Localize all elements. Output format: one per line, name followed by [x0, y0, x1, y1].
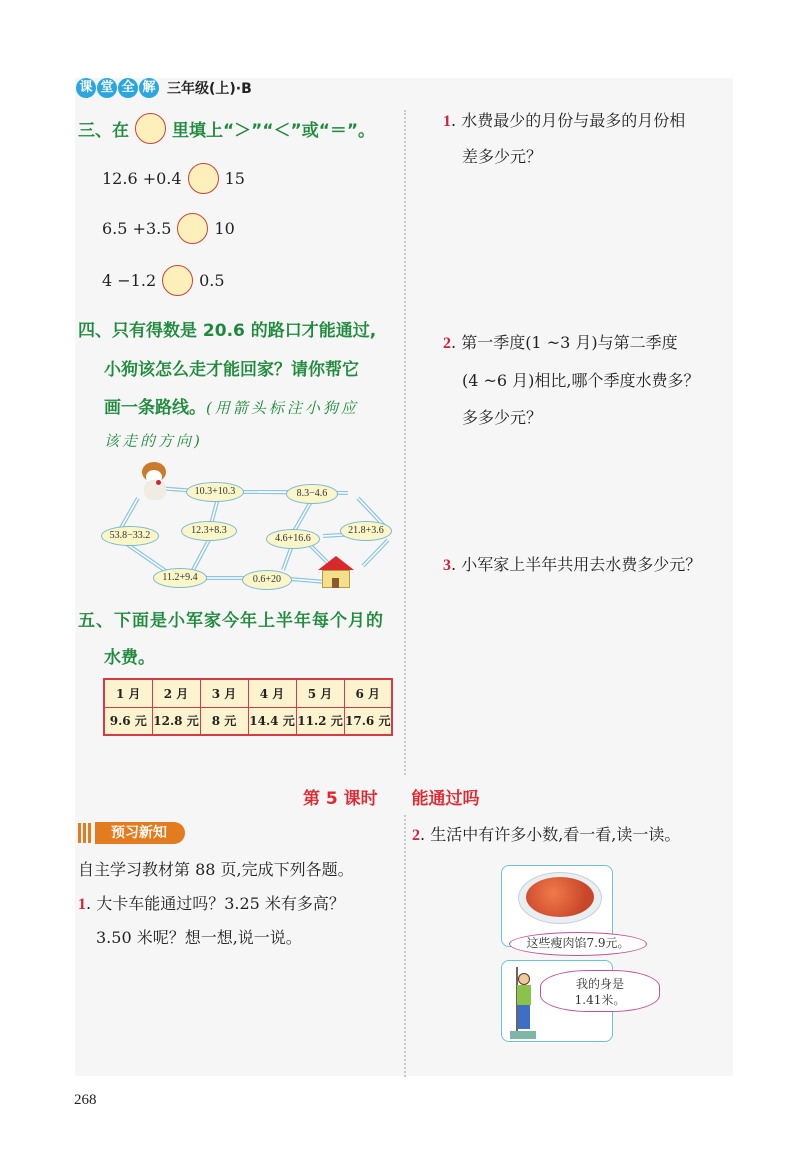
- question-number: 1: [78, 896, 86, 913]
- maze-node[interactable]: 10.3+10.3: [186, 482, 244, 502]
- table-row: [104, 707, 392, 735]
- preview-question-1-cont: 3.50 米呢？想一想,说一说。: [96, 928, 302, 947]
- compare-right: 0.5: [199, 271, 225, 290]
- section4-line-text: 画一条路线。: [104, 398, 206, 418]
- preview-intro: 自主学习教材第 88 页,完成下列各题。: [78, 860, 354, 879]
- lesson-number: 第 5 课时: [303, 789, 378, 809]
- maze-node[interactable]: 4.6+16.6: [266, 529, 320, 549]
- preview-tag: [78, 822, 185, 844]
- month-cell: 6 月: [344, 679, 392, 707]
- water-fee-table: [103, 678, 393, 736]
- bubble-line: 1.41米。: [574, 993, 626, 1007]
- compare-left: 6.5 +3.5: [102, 219, 172, 238]
- question-2-cont: 多多少元？: [462, 408, 543, 427]
- question-number: 2: [443, 335, 451, 352]
- section4-line: 四、只有得数是 20.6 的路口才能通过,: [78, 321, 377, 341]
- lesson-subtitle: 能通过吗: [411, 789, 480, 809]
- maze-node[interactable]: 21.8+3.6: [340, 521, 392, 541]
- compare-item: [102, 265, 225, 296]
- food-icon: [526, 877, 594, 917]
- question-2: 2. 第一季度(1 ~3 月)与第二季度: [443, 333, 678, 352]
- question-2-cont: (4 ~6 月)相比,哪个季度水费多？: [462, 371, 700, 390]
- compare-item: [102, 213, 235, 244]
- dog-icon: [136, 460, 170, 500]
- month-cell: 4 月: [248, 679, 296, 707]
- fee-cell: 9.6 元: [104, 707, 152, 735]
- boy-pants-icon: [518, 1005, 530, 1029]
- logo-char: 堂: [97, 78, 117, 98]
- question-1: 1. 水费最少的月份与最多的月份相: [443, 111, 686, 130]
- boy-shirt-icon: [517, 985, 531, 1005]
- section3-heading: [78, 113, 375, 144]
- fee-cell: 8 元: [200, 707, 248, 735]
- section4-note: (用箭头标注小狗应: [206, 399, 359, 417]
- bubble-line: 我的身是: [575, 977, 624, 991]
- compare-right: 10: [214, 219, 235, 238]
- house-icon: [318, 556, 354, 590]
- compare-left: 12.6 +0.4: [102, 169, 182, 188]
- table-header-row: [104, 679, 392, 707]
- question-text: 生活中有许多小数,看一看,读一读。: [430, 825, 681, 844]
- section4-line: 小狗该怎么走才能回家？请你帮它: [104, 360, 359, 380]
- fee-cell: 11.2 元: [296, 707, 344, 735]
- page-number: 268: [74, 1092, 97, 1108]
- question-text: 大卡车能通过吗？3.25 米有多高？: [96, 894, 345, 913]
- tag-bars-icon: [78, 823, 91, 843]
- question-text: 小军家上半年共用去水费多少元？: [461, 555, 702, 574]
- column-divider-bottom: [404, 815, 406, 1077]
- maze-node[interactable]: 12.3+8.3: [181, 521, 237, 541]
- lesson-title: [303, 784, 480, 809]
- month-cell: 5 月: [296, 679, 344, 707]
- logo-char: 解: [139, 78, 159, 98]
- page-header: [76, 78, 252, 98]
- maze-diagram: [98, 458, 403, 593]
- question-number: 2: [412, 827, 420, 844]
- section4-note-end: 该走的方向): [104, 432, 203, 450]
- compare-item: [102, 163, 245, 194]
- section3-suffix: 里填上“＞”“＜”或“＝”。: [172, 121, 376, 141]
- speech-bubble-price: 这些瘦肉馅7.9元。: [509, 932, 647, 956]
- compare-answer-circle[interactable]: [188, 163, 219, 194]
- section5-line: 水费。: [104, 648, 155, 668]
- grade-label: 三年级(上)·B: [167, 81, 252, 97]
- month-cell: 3 月: [200, 679, 248, 707]
- section4-line: [104, 393, 359, 418]
- tag-label: 预习新知: [95, 822, 185, 844]
- compare-right: 15: [224, 169, 245, 188]
- compare-answer-circle[interactable]: [162, 265, 193, 296]
- logo-char: 全: [118, 78, 138, 98]
- compare-left: 4 −1.2: [102, 271, 157, 290]
- maze-node[interactable]: 11.2+9.4: [153, 568, 207, 588]
- question-number: 3: [443, 557, 451, 574]
- fee-cell: 12.8 元: [152, 707, 200, 735]
- maze-node[interactable]: 8.3−4.6: [286, 484, 338, 504]
- scale-icon: [510, 1031, 536, 1039]
- column-divider-top: [404, 110, 406, 775]
- series-logo: [76, 78, 159, 98]
- section3-prefix: 三、在: [78, 121, 129, 141]
- fee-cell: 14.4 元: [248, 707, 296, 735]
- question-text: 水费最少的月份与最多的月份相: [461, 111, 686, 130]
- boy-head-icon: [518, 973, 530, 985]
- question-3: 3. 小军家上半年共用去水费多少元？: [443, 555, 702, 574]
- fee-cell: 17.6 元: [344, 707, 392, 735]
- preview-question-1: 1. 大卡车能通过吗？3.25 米有多高？: [78, 894, 345, 913]
- question-text: 第一季度(1 ~3 月)与第二季度: [461, 333, 678, 352]
- maze-node[interactable]: 53.8−33.2: [101, 526, 159, 546]
- logo-char: 课: [76, 78, 96, 98]
- question-number: 1: [443, 113, 451, 130]
- answer-circle-icon: [135, 113, 166, 144]
- month-cell: 1 月: [104, 679, 152, 707]
- preview-question-2: 2. 生活中有许多小数,看一看,读一读。: [412, 825, 681, 844]
- compare-answer-circle[interactable]: [177, 213, 208, 244]
- question-1-cont: 差多少元？: [462, 147, 543, 166]
- speech-bubble-height: [540, 970, 660, 1012]
- month-cell: 2 月: [152, 679, 200, 707]
- section5-line: 五、下面是小军家今年上半年每个月的: [78, 611, 384, 631]
- maze-node[interactable]: 0.6+20: [242, 570, 292, 590]
